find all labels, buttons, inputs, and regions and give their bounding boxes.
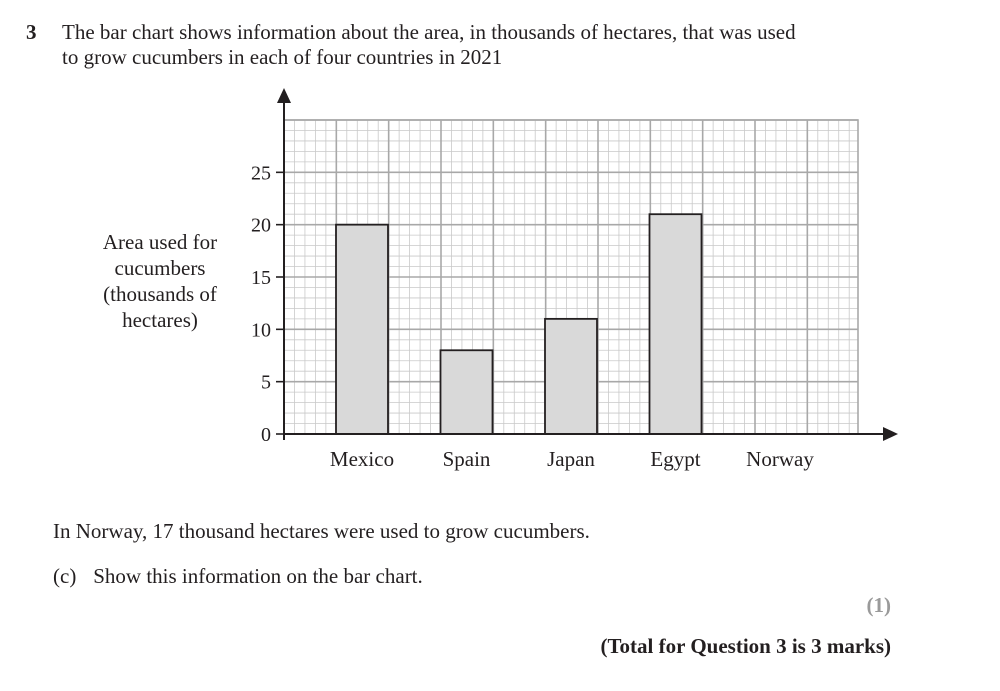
bar-mexico — [336, 225, 388, 434]
y-axis-arrow-icon — [277, 88, 291, 103]
part-text: Show this information on the bar chart. — [93, 564, 423, 588]
question-number: 3 — [26, 20, 37, 44]
x-category-label: Mexico — [329, 447, 395, 471]
stem-line-1: The bar chart shows information about the area, in thousands of hectares, that was used — [62, 20, 796, 44]
y-axis-label-line-4: hectares) — [122, 308, 198, 332]
question-part-c — [53, 564, 423, 589]
x-category-label: Egypt — [650, 447, 701, 471]
y-tick-label: 10 — [251, 319, 271, 342]
y-axis-label-line-2: cucumbers — [114, 256, 206, 280]
x-category-label: Norway — [746, 447, 814, 471]
x-category-label: Spain — [442, 447, 491, 471]
norway-info: In Norway, 17 thousand hectares were used to grow cucumbers. — [53, 519, 590, 543]
stem-line-2: to grow cucumbers in each of four countries in 2021 — [62, 45, 503, 69]
y-tick-label: 0 — [261, 424, 271, 446]
y-axis-label-line-1: Area used for — [102, 230, 218, 254]
part-marks: (1) — [866, 593, 891, 617]
x-axis-arrow-icon — [883, 427, 898, 441]
bar-egypt — [650, 214, 702, 434]
x-category-label: Japan — [547, 447, 595, 471]
y-tick-label: 15 — [251, 267, 271, 289]
part-label: (c) — [53, 564, 77, 588]
bar-japan — [545, 319, 597, 434]
bar-spain — [441, 350, 493, 434]
y-tick-label: 25 — [251, 162, 271, 185]
y-axis-label-line-3: (thousands of — [103, 282, 217, 306]
question-total-marks: (Total for Question 3 is 3 marks) — [600, 634, 891, 658]
y-tick-label: 20 — [251, 214, 271, 237]
y-tick-label: 5 — [261, 371, 271, 394]
